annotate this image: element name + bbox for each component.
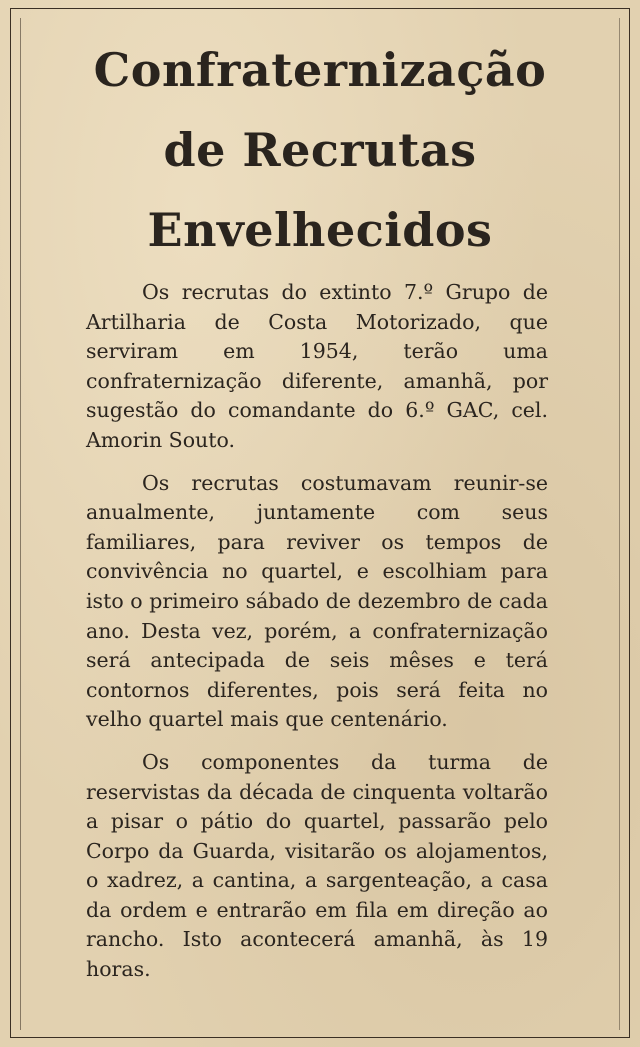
headline-line-1: Confraternização: [93, 43, 547, 97]
paragraph-2: Os recrutas costumavam reunir-se anualmente, juntamente com seus familiares, para reviver os tempos de convivência no quartel, e escolhiam para isto o primeiro sábado de dezembro de cada ano. Desta vez, porém, a confraternização será antecipada de seis mêses e terá contornos diferentes, pois será feita no velho quartel mais que centenário.: [86, 470, 548, 732]
article-body: [86, 278, 548, 998]
headline-line-3: Envelhecidos: [147, 203, 493, 257]
paragraph-3: Os componentes da turma de reservistas da década de cinquenta voltarão a pisar o pátio do quartel, passarão pelo Corpo da Guarda, visitarão os alojamentos, o xadrez, a cantina, a sargenteação, a casa da ordem e entrarão em fila em direção ao rancho. Isto acontecerá amanhã, às 19 horas.: [86, 749, 548, 982]
headline-line-2: de Recrutas: [163, 123, 477, 177]
paragraph-1: Os recrutas do extinto 7.º Grupo de Artilharia de Costa Motorizado, que serviram em 1954, terão uma confraternização diferente, amanhã, por sugestão do comandante do 6.º GAC, cel. Amorin Souto.: [86, 280, 548, 452]
headline: [40, 30, 600, 270]
